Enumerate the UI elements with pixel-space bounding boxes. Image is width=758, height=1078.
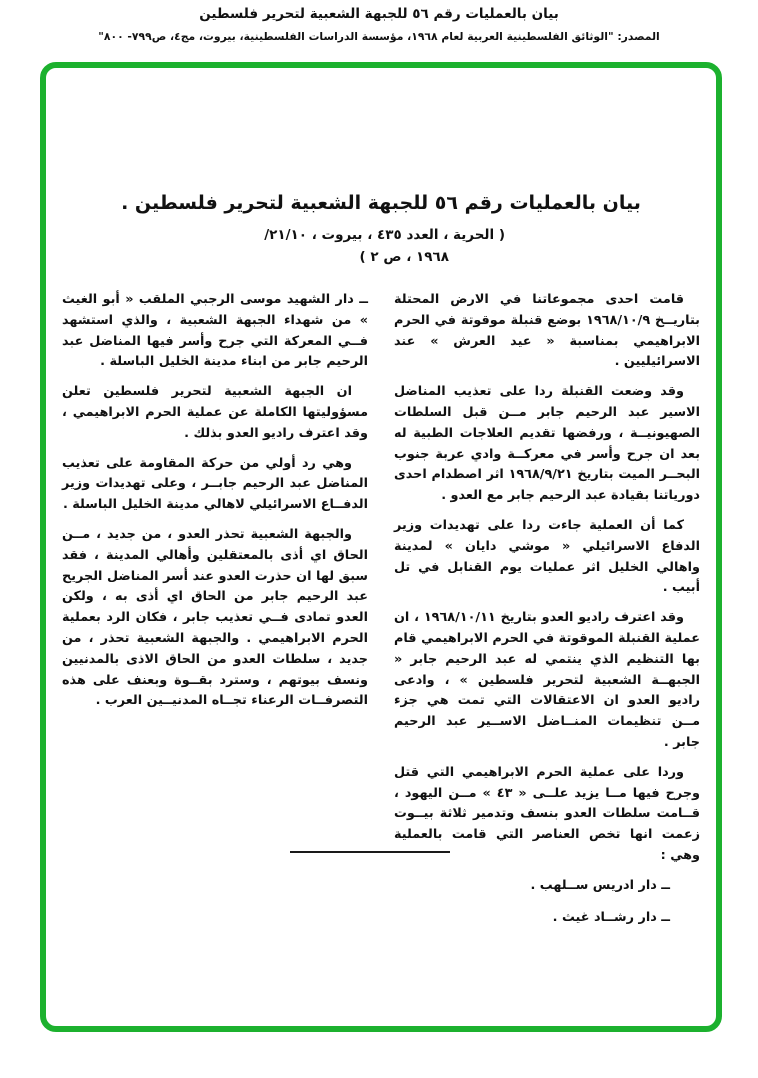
list-item: ــ دار ادريس ســلهب . (530, 877, 670, 893)
paragraph: قامت احدى مجموعاتنا في الارض المحتلة بتاريــخ ١٩٦٨/١٠/٩ بوضع قنبلة موقوتة في الحرم الابراهيمي بمناسبة « عيد العرش » عند الاسرائيليين . (394, 292, 700, 370)
paragraph: والجبهة الشعبية تحذر العدو ، من جديد ، مــن الحاق اي أذى بالمعتقلين وأهالي المدينة ، فقد سبق لها ان حذرت العدو عند أسر المناضل الجريح عبد الرحيم جابر من الحاق اي أذى به ، ولكن العدو تمادى فــي تعذيب جابر ، فكان الرد بعملية الحرم الابراهيمي . والجبهة الشعبية تحذر ، من جديد ، سلطات العدو من الحاق الاذى بالمدنيين ونسف بيوتهم ، وسترد بقــوة وبعنف على هذه التصرفــات الرعناء تجــاه المدنيــين العرب . (62, 526, 368, 709)
paragraph: كما أن العملية جاءت ردا على تهديدات وزير الدفاع الاسرائيلي « موشي دايان » لمدينة واهالي الخليل اثر عمليات يوم القنابل في تل أبيب . (394, 517, 700, 596)
page-header (0, 6, 758, 43)
citation-line-2: ١٩٦٨ ، ص ٢ ) (359, 249, 449, 265)
document-title: بيان بالعمليات رقم ٥٦ للجبهة الشعبية لتحرير فلسطين . (121, 192, 641, 214)
citation-line-1: ( الحرية ، العدد ٤٣٥ ، بيروت ، ٢١/١٠/ (264, 227, 505, 243)
paragraph: ان الجبهة الشعبية لتحرير فلسطين تعلن مسؤوليتها الكاملة عن عملية الحرم الابراهيمي ، وقد اعترف راديو العدو بذلك . (62, 384, 368, 441)
paragraph: وهي رد أولي من حركة المقاومة على تعذيب المناضل عبد الرحيم جابــر ، وعلى تهديدات وزير الدفــاع الاسرائيلي لاهالي مدينة الخليل الباسلة . (62, 455, 368, 513)
paragraph: وقد اعترف راديو العدو بتاريخ ١٩٦٨/١٠/١١ ، ان عملية القنبلة الموقوتة في الحرم الابراهيمي قام بها التنظيم الذي ينتمي له عبد الرحيم جابر « الجبهــة الشعبية لتحرير فلسطين » ، وادعى راديو العدو ان الاعتقالات التي تمت هي جزء مــن تنظيمات المنــاضل الاســير عبد الرحيم جابر . (394, 610, 700, 750)
column-left (62, 290, 368, 721)
page-header-source: المصدر: "الوثائق الفلسطينية العربية لعام ١٩٦٨، مؤسسة الدراسات الفلسطينية، بيروت، مج٤، ص٧٩٩- ٨٠٠" (98, 30, 660, 43)
footer-divider-line (290, 851, 450, 853)
document-body (62, 290, 700, 939)
paragraph: وقد وضعت القنبلة ردا على تعذيب المناضل الاسير عبد الرحيم جابر مــن قبل السلطات الصهيونيــة ، ورفضها تقديم العلاجات الطبية له بعد ان جرح وأسر في معركــة وادي عربة جنوب البحــر الميت بتاريخ ١٩٦٨/٩/٢١ اثر اصطدام احدى دورياتنا بقيادة عبد الرحيم جابر مع العدو . (394, 384, 701, 504)
paragraph: وردا على عملية الحرم الابراهيمي التي قتل وجرح فيها مــا يزيد علــى « ٤٣ » مــن اليهود ، قــامت سلطات العدو بنسف وتدمير ثلاثة بيــوت زعمت انها تخص العناصر التي قامت بالعملية وهي : (394, 764, 700, 863)
list-item: ــ دار رشــاد غيث . (552, 909, 670, 925)
document-frame (40, 62, 722, 1032)
list-item: ــ دار الشهيد موسى الرجبي الملقب « أبو الغيث » من شهداء الجبهة الشعبية ، والذي استشهد فــي المعركة التي جرح وأسر فيها المناضل عبد الرحيم جابر من ابناء مدينة الخليل الباسلة . (62, 292, 368, 370)
column-right (394, 290, 700, 939)
page-header-title: بيان بالعمليات رقم ٥٦ للجبهة الشعبية لتحرير فلسطين (199, 6, 559, 22)
document-citation (110, 224, 505, 268)
